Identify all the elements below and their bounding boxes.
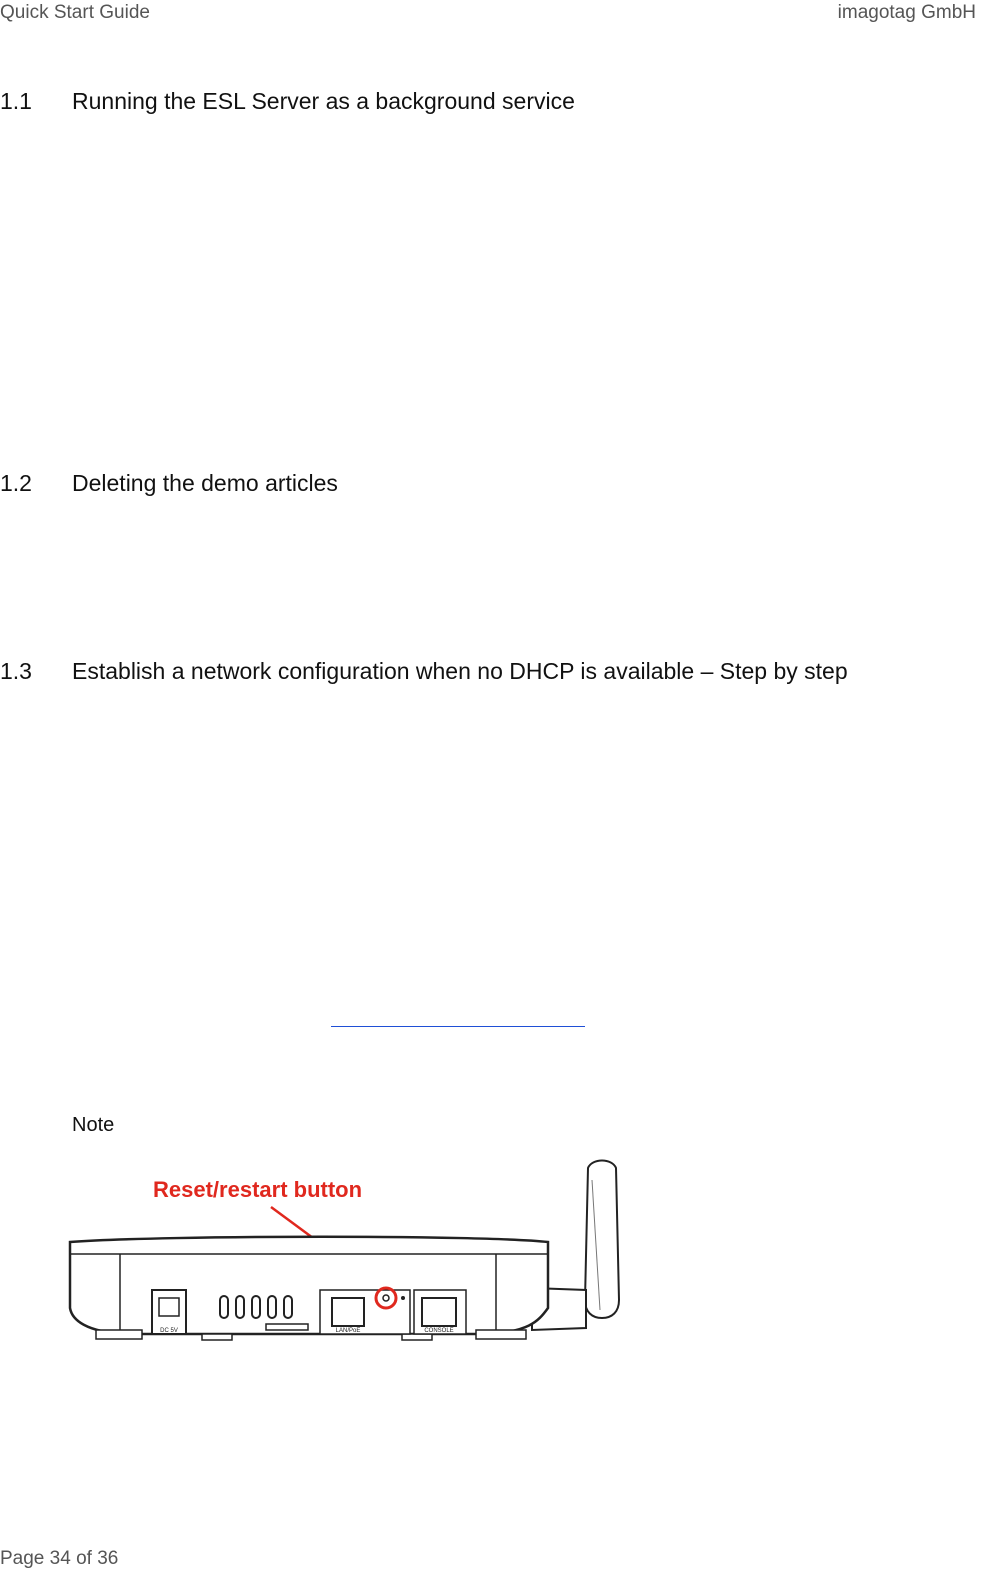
- port-label-console: CONSOLE: [424, 1328, 454, 1334]
- header-company: imagotag GmbH: [837, 2, 976, 23]
- callout-label: Reset/restart button: [153, 1177, 363, 1202]
- hyperlink-underline[interactable]: [331, 1026, 585, 1027]
- note-label: Note: [72, 1114, 115, 1136]
- section-title: Establish a network configuration when no DHCP is available – Step by step: [72, 658, 848, 684]
- page-number: Page 34 of 36: [0, 1548, 119, 1569]
- section-number: 1.1: [0, 88, 32, 114]
- header-doc-title: Quick Start Guide: [0, 2, 150, 23]
- section-number: 1.2: [0, 470, 32, 496]
- device-body: [70, 1237, 548, 1340]
- section-title: Deleting the demo articles: [72, 470, 338, 496]
- section-number: 1.3: [0, 658, 32, 684]
- port-label-dc: DC 5V: [160, 1328, 178, 1334]
- console-port: [414, 1290, 466, 1334]
- access-point-device-figure: [66, 1150, 626, 1350]
- section-title: Running the ESL Server as a background service: [72, 88, 575, 114]
- dc-power-port: [152, 1290, 186, 1334]
- port-label-lan: LAN/PoE: [335, 1328, 361, 1334]
